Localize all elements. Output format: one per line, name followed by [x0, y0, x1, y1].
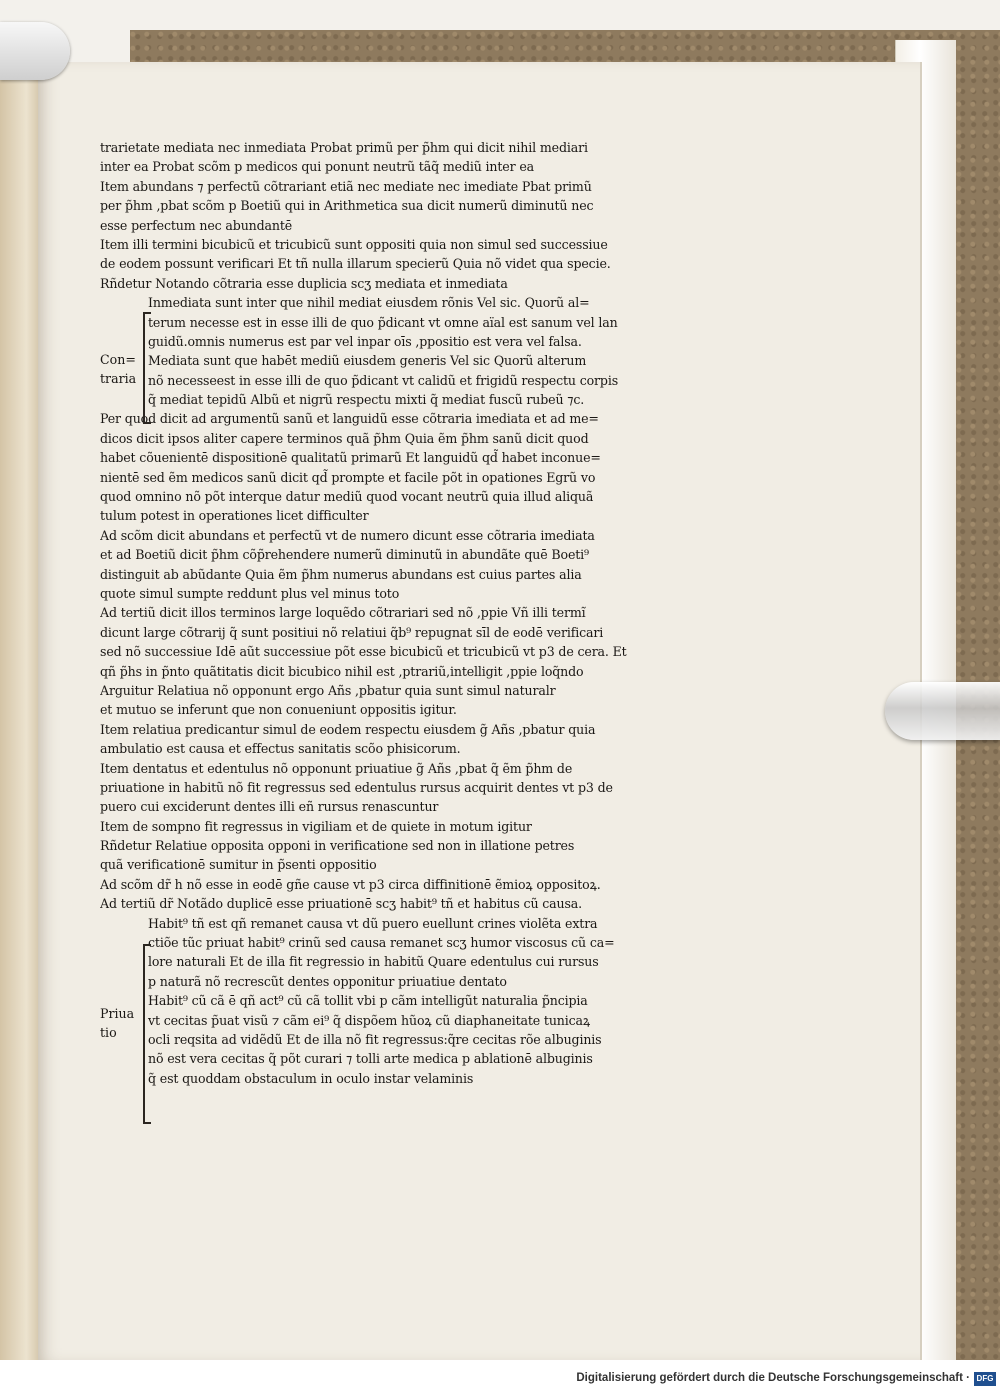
text-line: Mediata sunt que habēt mediũ eiusdem generis Vel sic Quorũ alterum — [148, 353, 587, 369]
text-line: Per quod dicit ad argumentũ sanũ et languidũ esse cõtraria imediata et ad me= — [100, 411, 599, 427]
text-line: lore naturali Et de illa fit regressio in habitũ Quare edentulus cui rursus — [148, 954, 599, 970]
text-line: quod omnino nõ põt interque datur mediũ quod vocant neutrũ quia illud aliquã — [100, 489, 594, 505]
priuatio-bracket — [143, 944, 151, 1124]
glass-page-weight — [885, 682, 1000, 740]
text-line: de eodem possunt verificari Et tñ nulla illarum specierũ Quia nõ videt qua specie. — [100, 256, 611, 272]
text-line: nõ est vera cecitas q̃ põt curari ⁊ tolli arte medica p ablationē albuginis — [148, 1051, 593, 1067]
text-line: Ad tertiũ dr̃ Notãdo duplicē esse priuationē scʒ habit⁹ tñ et habitus cũ causa. — [100, 896, 583, 912]
text-line: Ad scõm dicit abundans et perfectũ vt de numero dicunt esse cõtraria imediata — [100, 527, 595, 543]
page-text-block — [100, 138, 740, 1088]
text-line: guidũ.omnis numerus est par vel inpar oīs ,ppositio est vera vel falsa. — [148, 333, 582, 349]
text-line: vt cecitas p̃uat visũ ⁊ cãm ei⁹ q̃ dispõem hũoꝝ cũ diaphaneitate tunicaꝝ — [148, 1012, 591, 1028]
text-line-heading: Rñdetur Notando cõtraria esse duplicia scʒ mediata et inmediata — [100, 275, 508, 291]
text-line: Ad tertiũ dicit illos terminos large loquẽdo cõtrariari sed nõ ,ppie Vñ illi termĩ — [100, 605, 586, 621]
dfg-logo-icon: DFG — [974, 1372, 996, 1386]
text-line: Item illi termini bicubicũ et tricubicũ sunt oppositi quia non simul sed successiue — [100, 236, 608, 252]
text-line: dicunt large cõtrarij q̃ sunt positiui nõ relatiui q̃b⁹ repugnat sīl de eodē verificari — [100, 624, 604, 640]
text-line: tulum potest in operationes licet difficulter — [100, 508, 369, 524]
text-line-heading: Arguitur Relatiua nõ opponunt ergo Añs ,pbatur quia sunt simul naturalr — [100, 682, 556, 698]
footer-credit: Digitalisierung gefördert durch die Deutsche Forschungsgemeinschaft · — [576, 1372, 970, 1384]
text-line: p naturã nõ recrescũt dentes opponitur priuatiue dentato — [148, 973, 507, 989]
page-clip — [0, 22, 70, 80]
text-line: per p̃hm ,pbat scõm p Boetiũ qui in Arithmetica sua dicit numerũ diminutũ nec — [100, 198, 594, 214]
margin-note-contraria: Con= traria — [100, 352, 137, 387]
text-line: ctiõe tũc priuat habit⁹ crinũ sed causa remanet scʒ humor viscosus cũ ca= — [148, 935, 615, 951]
margin-note-priuatio: Priua tio — [100, 1006, 135, 1041]
text-line: sed nõ successiue Idē aũt successiue põt esse bicubicũ et tricubicũ vt p3 de cera. Et — [100, 644, 627, 660]
text-line: trarietate mediata nec inmediata Probat primũ per p̃hm qui dicit nihil mediari — [100, 140, 588, 155]
text-line: inter ea Probat scõm p medicos qui ponunt neutrũ tãq̃ mediũ inter ea — [100, 159, 534, 175]
text-line: habet cõuenientē dispositionē qualitatũ primarũ Et languidũ qd̃ habet inconue= — [100, 450, 601, 466]
text-line: ocli reqsita ad vidẽdũ Et de illa nõ fit regressus:q̃re cecitas rõe albuginis — [148, 1031, 602, 1047]
text-line: nientē sed ẽm medicos sanũ dicit qd̃ prompte et facile põt in opationes Egrũ vo — [100, 469, 596, 485]
text-line: Item abundans ⁊ perfectũ cõtrariant etiã nec mediate nec imediate Pbat primũ — [100, 178, 592, 194]
text-line: Item de sompno fit regressus in vigiliam et de quiete in motum igitur — [100, 818, 532, 834]
text-line: esse perfectum nec abundantē — [100, 217, 293, 233]
text-line: et mutuo se inferunt que non conueniunt oppositis igitur. — [100, 702, 457, 718]
text-line: q̃ est quoddam obstaculum in oculo instar velaminis — [148, 1070, 474, 1086]
text-line: nõ necesseest in esse illi de quo p̃dicant vt calidũ et frigidũ respectu corpis — [148, 372, 619, 388]
text-line: Item relatiua predicantur simul de eodem respectu eiusdem g̃ Añs ,pbatur quia — [100, 721, 596, 737]
text-line: Habit⁹ tñ est qñ remanet causa vt dũ puero euellunt crines violẽta extra — [148, 915, 598, 931]
text-line: distinguit ab abũdante Quia ẽm p̃hm numerus abundans est cuius partes alia — [100, 566, 582, 582]
text-line: Habit⁹ cũ cã ē qñ act⁹ cũ cã tollit vbi p cãm intelligũt naturalia p̃ncipia — [148, 993, 588, 1009]
text-line: terum necesse est in esse illi de quo p̃dicant vt omne aïal est sanum vel lan — [148, 314, 618, 330]
text-line: dicos dicit ipsos aliter capere terminos quã p̃hm Quia ẽm p̃hm sanũ dicit quod — [100, 430, 589, 446]
text-line: q̃ mediat tepidũ Albũ et nigrũ respectu mixti q̃ mediat fuscũ rubeũ ⁊c. — [148, 392, 585, 408]
text-line: quã verificationē sumitur in p̃senti oppositio — [100, 857, 377, 873]
text-line: ambulatio est causa et effectus sanitatis scõo phisicorum. — [100, 741, 461, 757]
text-line: Ad scõm dr̃ h nõ esse in eodē gñe cause vt p3 circa diffinitionē ẽmioꝝ oppositoꝝ. — [100, 876, 601, 892]
text-line: priuatione in habitũ nõ fit regressus sed edentulus rursus acquirit dentes vt p3 de — [100, 779, 613, 795]
text-line: quote simul sumpte reddunt plus vel minus toto — [100, 585, 400, 601]
text-line-heading: Rñdetur Relatiue opposita opponi in verificatione sed non in illatione petres — [100, 838, 575, 854]
contraria-bracket — [143, 312, 151, 424]
text-line: puero cui exciderunt dentes illi eñ rursus renascuntur — [100, 799, 439, 815]
text-line: qñ p̃hs in p̃nto quãtitatis dicit bicubico nihil est ,ptrariũ,intelligit ,ppie loq̃ndo — [100, 663, 584, 679]
text-line: Item dentatus et edentulus nõ opponunt priuatiue g̃ Añs ,pbat q̃ ẽm p̃hm de — [100, 760, 573, 776]
text-line: Inmediata sunt inter que nihil mediat eiusdem rõnis Vel sic. Quorũ al= — [148, 295, 590, 311]
text-line: et ad Boetiũ dicit p̃hm cõp̃rehendere numerũ diminutũ in abundãte quē Boeti⁹ — [100, 547, 589, 563]
